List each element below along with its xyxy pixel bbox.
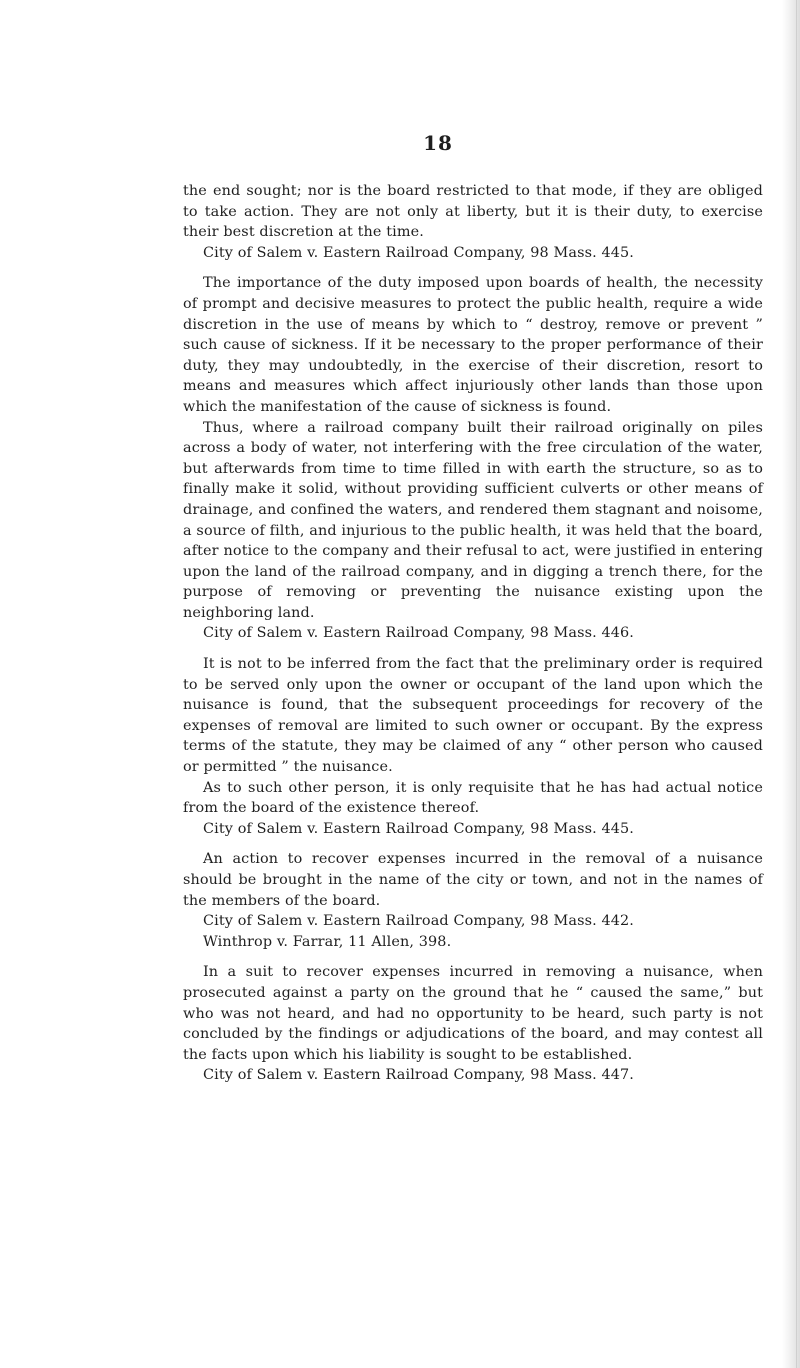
page-number: 18	[423, 131, 453, 155]
paragraph: It is not to be inferred from the fact that the preliminary order is required to be served only upon the owner or occupant of the land upon which the nuisance is found, that the subsequent proceedings for recovery of the expenses of removal are limited to such owner or occupant. By the express terms of the statute, they may be claimed of any “ other person who caused or permitted ” the nuisance.	[183, 656, 763, 776]
section-5	[183, 962, 763, 1086]
paragraph: As to such other person, it is only requisite that he has had actual notice from the board of the existence thereof.	[183, 779, 763, 817]
page-edge-line	[796, 0, 797, 1368]
paragraph: An action to recover expenses incurred in the removal of a nuisance should be brought in the name of the city or town, and not in the names of the members of the board.	[183, 851, 763, 909]
page-edge-shadow	[782, 0, 800, 1368]
section-1	[183, 181, 763, 263]
paragraph-gap	[183, 839, 763, 849]
paragraph-gap	[183, 263, 763, 273]
case-citation: City of Salem v. Eastern Railroad Company, 98 Mass. 445.	[203, 820, 634, 837]
paragraph: Thus, where a railroad company built their railroad originally on piles across a body of water, not interfering with the free circulation of the water, but afterwards from time to time filled in with earth the structure, so as to finally make it solid, without providing sufficient culverts or other means of drainage, and confined the waters, and rendered them stagnant and noisome, a source of filth, and injurious to the public health, it was held that the board, after notice to the company and their refusal to act, were justified in entering upon the land of the railroad company, and in digging a trench there, for the purpose of removing or preventing the nuisance existing upon the neighboring land.	[183, 419, 763, 621]
case-citation: Winthrop v. Farrar, 11 Allen, 398.	[203, 933, 452, 950]
case-citation: City of Salem v. Eastern Railroad Company, 98 Mass. 442.	[203, 913, 634, 930]
paragraph-gap	[183, 952, 763, 962]
section-2	[183, 273, 763, 644]
case-citation: City of Salem v. Eastern Railroad Company, 98 Mass. 445.	[203, 244, 634, 261]
paragraph: The importance of the duty imposed upon boards of health, the necessity of prompt and decisive measures to protect the public health, require a wide discretion in the use of means by which to “ destroy, remove or prevent ” such cause of sickness. If it be necessary to the proper performance of their duty, they may undoubtedly, in the exercise of their discretion, resort to means and measures which affect injuriously other lands than those upon which the manifestation of the cause of sickness is found.	[183, 275, 763, 415]
section-3	[183, 654, 763, 839]
section-4	[183, 849, 763, 952]
document-body	[183, 181, 763, 1086]
case-citation: City of Salem v. Eastern Railroad Company, 98 Mass. 446.	[203, 625, 634, 642]
paragraph: In a suit to recover expenses incurred in removing a nuisance, when prosecuted against a party on the ground that he “ caused the same,” but who was not heard, and had no opportunity to be heard, such party is not concluded by the findings or adjudications of the board, and may contest all the facts upon which his liability is sought to be established.	[183, 964, 763, 1063]
paragraph-gap	[183, 644, 763, 654]
case-citation: City of Salem v. Eastern Railroad Company, 98 Mass. 447.	[203, 1067, 634, 1084]
paragraph: the end sought; nor is the board restricted to that mode, if they are obliged to take action. They are not only at liberty, but it is their duty, to exercise their best discretion at the time.	[183, 183, 763, 241]
